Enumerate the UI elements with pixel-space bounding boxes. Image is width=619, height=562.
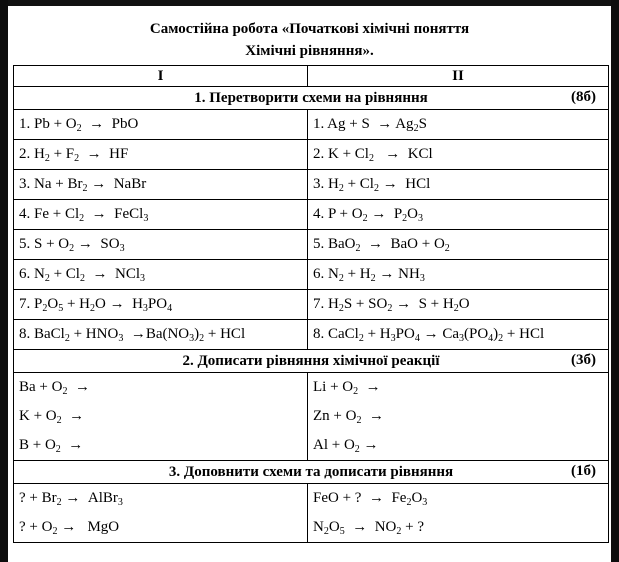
variant-1-equation: 2. $H_2 + F_2$ → HF: [14, 140, 308, 170]
section-heading-row: [14, 461, 609, 484]
top-frame: [0, 0, 619, 6]
variant-1-equation: $Ba + O_2$ →: [14, 373, 308, 403]
equation-row: [14, 140, 609, 170]
equation-row: [14, 230, 609, 260]
variant-2-equation: 5. BaO$_2$ → BaO + $O_2$: [308, 230, 609, 260]
right-frame: [611, 0, 619, 562]
left-frame: [0, 0, 8, 562]
equation-row: [14, 402, 609, 431]
title-line-1: Самостійна робота «Початкові хімічні поняття: [149, 21, 470, 37]
variant-2-equation: $N_2O_5 \to NO_2$ + ?: [308, 513, 609, 543]
variant-1-equation: 8. BaCl$_2$ + $HNO_3 \to Ba(NO_3)_2$ + HCl: [14, 320, 308, 350]
title-line-2: Хімічні рівняння».: [245, 43, 374, 59]
section-heading-row: [14, 350, 609, 373]
variant-2-equation: 1. $Ag + S \to Ag_2S$: [308, 110, 609, 140]
variant-2-equation: $Zn + O_2$ →: [308, 402, 609, 431]
variant-2-equation: 4. $P + O_2 \to P_2O_3$: [308, 200, 609, 230]
section-points: (1б): [571, 463, 596, 479]
equation-row: [14, 260, 609, 290]
variant-1-equation: 6. $N_2 + Cl_2 \to NCl_3$: [14, 260, 308, 290]
variant-1-equation: ? + $O_2$ → MgO: [14, 513, 308, 543]
variant-2-equation: 7. $H_2S + SO_2 \to S + H_2O$: [308, 290, 609, 320]
variant-2-equation: 3. $H_2 + Cl_2$ → HCl: [308, 170, 609, 200]
variant-1-equation: 5. $S + O_2 \to SO_3$: [14, 230, 308, 260]
section-heading: [14, 87, 609, 110]
variant-2-equation: $Al + O_2$ →: [308, 431, 609, 461]
variant-2-equation: 6. $N_2 + H_2 \to NH_3$: [308, 260, 609, 290]
variant-1-equation: 1. $Pb + O_2$ → PbO: [14, 110, 308, 140]
column-header-row: [14, 66, 609, 87]
equation-row: [14, 513, 609, 543]
variant-1-equation: $K + O_2$ →: [14, 402, 308, 431]
section-title: 2. Дописати рівняння хімічної реакції: [182, 352, 440, 369]
section-title: 1. Перетворити схеми на рівняння: [194, 89, 428, 106]
section-heading-row: [14, 87, 609, 110]
section-heading: [14, 350, 609, 373]
section-heading: [14, 461, 609, 484]
variant-2-equation: $Li + O_2$ →: [308, 373, 609, 403]
document-title: [0, 18, 619, 62]
equation-row: [14, 431, 609, 461]
equation-row: [14, 373, 609, 403]
variant-2-equation: 2. $K + Cl_2$ → KCl: [308, 140, 609, 170]
variant-1-equation: ? + $Br_2$ → AlBr$_3$: [14, 484, 308, 514]
variant-2-equation: FeO + ? → $Fe_2O_3$: [308, 484, 609, 514]
column-header-1: I: [14, 66, 308, 87]
equation-row: [14, 290, 609, 320]
section-points: (8б): [571, 89, 596, 105]
variant-1-equation: 4. $Fe + Cl_2$ → FeCl$_3$: [14, 200, 308, 230]
worksheet-table: [13, 65, 609, 543]
column-header-2: II: [308, 66, 609, 87]
variant-1-equation: 7. $P_2O_5 + H_2O \to H_3PO_4$: [14, 290, 308, 320]
equation-row: [14, 110, 609, 140]
equation-row: [14, 170, 609, 200]
variant-1-equation: 3. $Na + Br_2$ → NaBr: [14, 170, 308, 200]
section-points: (3б): [571, 352, 596, 368]
variant-1-equation: $B + O_2$ →: [14, 431, 308, 461]
equation-row: [14, 484, 609, 514]
section-title: 3. Доповнити схеми та дописати рівняння: [168, 463, 454, 480]
equation-row: [14, 320, 609, 350]
equation-row: [14, 200, 609, 230]
variant-2-equation: 8. CaCl$_2$ + $H_3PO_4 \to Ca_3(PO_4)_2$ + HCl: [308, 320, 609, 350]
